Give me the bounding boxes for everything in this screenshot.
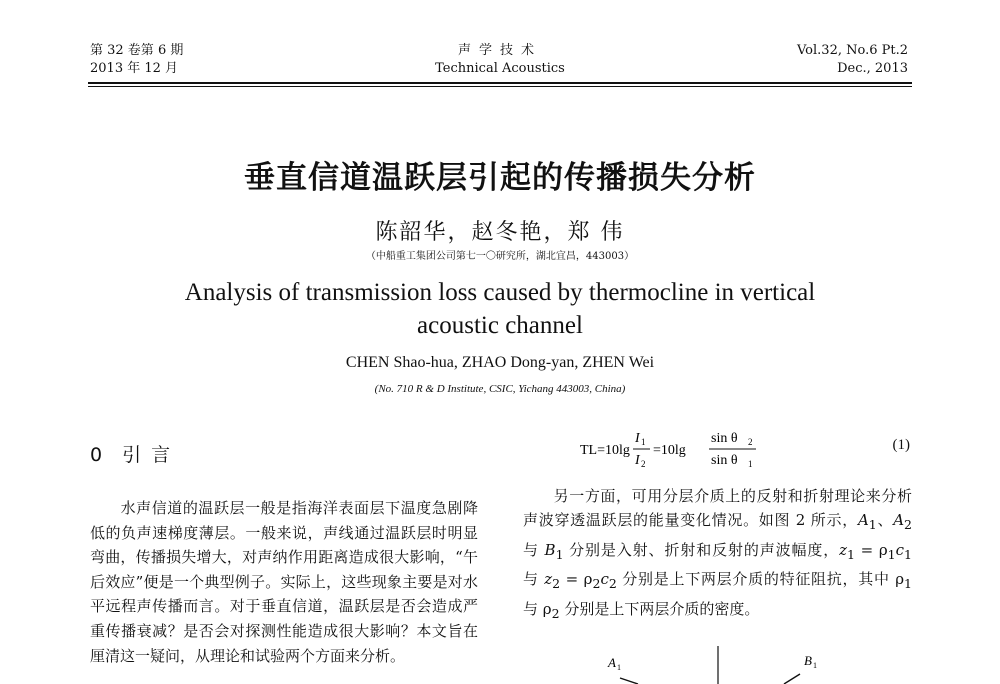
fig-label-b1: B [804, 653, 812, 668]
rp-p2: 分别是入射、折射和反射的声波幅度， [563, 540, 840, 559]
rp-eq2: = ρ [560, 570, 593, 589]
paper-title-en-line1: Analysis of transmission loss caused by thermocline in vertical [184, 279, 816, 306]
rp-rho2-sub: 2 [551, 605, 560, 621]
rp-and2: 与 [523, 570, 545, 589]
section-heading [90, 440, 172, 467]
rp-z2-sub: 2 [552, 576, 561, 592]
rp-z1: z [839, 540, 848, 559]
rp-c: c [895, 540, 905, 559]
rp-A2-sub: 2 [904, 517, 912, 533]
equation-1 [580, 424, 910, 472]
paper-title-en-line2: acoustic channel [417, 312, 583, 339]
affiliation-cn: （中船重工集团公司第七一〇研究所，湖北宜昌，443003） [365, 251, 635, 262]
affiliation-en: (No. 710 R & D Institute, CSIC, Yichang 443003, China) [374, 383, 626, 395]
header-center-line2: Technical Acoustics [435, 61, 565, 76]
rp-r2-sub: 2 [592, 576, 601, 592]
rp-p4: 分别是上下两层介质的密度。 [559, 599, 760, 618]
rp-r1-sub: 1 [887, 546, 896, 562]
intro-paragraph: 水声信道的温跃层一般是指海洋表面层下温度急剧降低的负声速梯度薄层。一般来说，声线通过温跃层时明显弯曲，传播损失增大，对声纳作用距离造成很大影响，“午后效应”便是一个典型例子。实际上，这些现象主要是对水平远程声传播而言。对于垂直信道，温跃层是否会造成严重传播衰减？是否会对探测性能造成很大影响？本文旨在 [90, 499, 478, 640]
authors-cn: 陈韶华，赵冬艳，郑 伟 [375, 220, 625, 245]
eq-lhs: TL=10lg [580, 443, 630, 458]
header-rule-thick [88, 82, 912, 84]
eq-den2-sub: 1 [748, 459, 753, 469]
rp-sep1: 、 [876, 511, 894, 530]
journal-volume-en [797, 42, 908, 78]
fig-label-a1: A [608, 655, 616, 670]
eq-den1-sub: 2 [641, 459, 646, 469]
rp-c2: c [600, 570, 609, 589]
rp-z1-sub: 1 [847, 546, 855, 562]
authors-en: CHEN Shao-hua, ZHAO Dong-yan, ZHEN Wei [345, 354, 655, 371]
rp-z2: z [544, 570, 553, 589]
rp-B1: B [544, 540, 556, 559]
rp-rho1-sub: 1 [904, 576, 912, 592]
rp-p1: 另一方面，可用分层介质上的反射和折射理论来分析声波穿透温跃层的能量变化情况。如图 2 所示， [523, 487, 912, 530]
header-center-line1: 声学技术 [457, 43, 542, 58]
eq-den1: I [635, 453, 640, 468]
rp-c2-sub: 2 [608, 576, 617, 592]
rp-p3: 分别是上下两层介质的特征阻抗，其中 ρ [616, 570, 905, 589]
eq-den2: sin θ [711, 453, 738, 468]
rp-A1-sub: 1 [868, 517, 877, 533]
intro-paragraph-cutoff: 厘清这一疑问，从理论和试验两个方面来分析。 [90, 646, 406, 665]
eq-num1: I [635, 431, 640, 446]
rp-and3: 与 ρ [523, 599, 552, 618]
fig-reflected-ray [784, 674, 800, 684]
eq-num2-sub: 2 [748, 437, 753, 447]
left-column [90, 496, 478, 668]
header-right-line1: Vol.32, No.6 Pt.2 [796, 43, 908, 58]
eq-num2: sin θ [711, 431, 738, 446]
header-left-line1: 第 32 卷第 6 期 [90, 43, 184, 58]
header-rule-thin [88, 86, 912, 87]
fig-label-b1-sub: 1 [813, 661, 817, 670]
section-number: 0 [90, 444, 105, 466]
fig-incident-ray [620, 678, 638, 684]
paper-title-cn: 垂直信道温跃层引起的传播损失分析 [244, 160, 756, 196]
equation-svg [580, 424, 820, 472]
paper-title-en [100, 276, 900, 342]
fig-label-a1-sub: 1 [617, 663, 621, 672]
rp-and1: 与 [523, 540, 545, 559]
rp-c1-sub: 1 [904, 546, 912, 562]
header-right-line2: Dec., 2013 [837, 61, 908, 76]
figure-2-partial [560, 644, 860, 684]
rp-A2: A [893, 511, 905, 530]
header-left-line2: 2013 年 12 月 [90, 61, 179, 76]
eq-num1-sub: 1 [641, 437, 646, 447]
rp-A1: A [857, 511, 869, 530]
rp-B1-sub: 1 [555, 546, 564, 562]
rp-eq1: = ρ [854, 540, 888, 559]
eq-mid: =10lg [653, 443, 686, 458]
section-title: 引 言 [122, 444, 173, 466]
equation-number: (1) [892, 437, 910, 453]
right-column [523, 484, 912, 626]
